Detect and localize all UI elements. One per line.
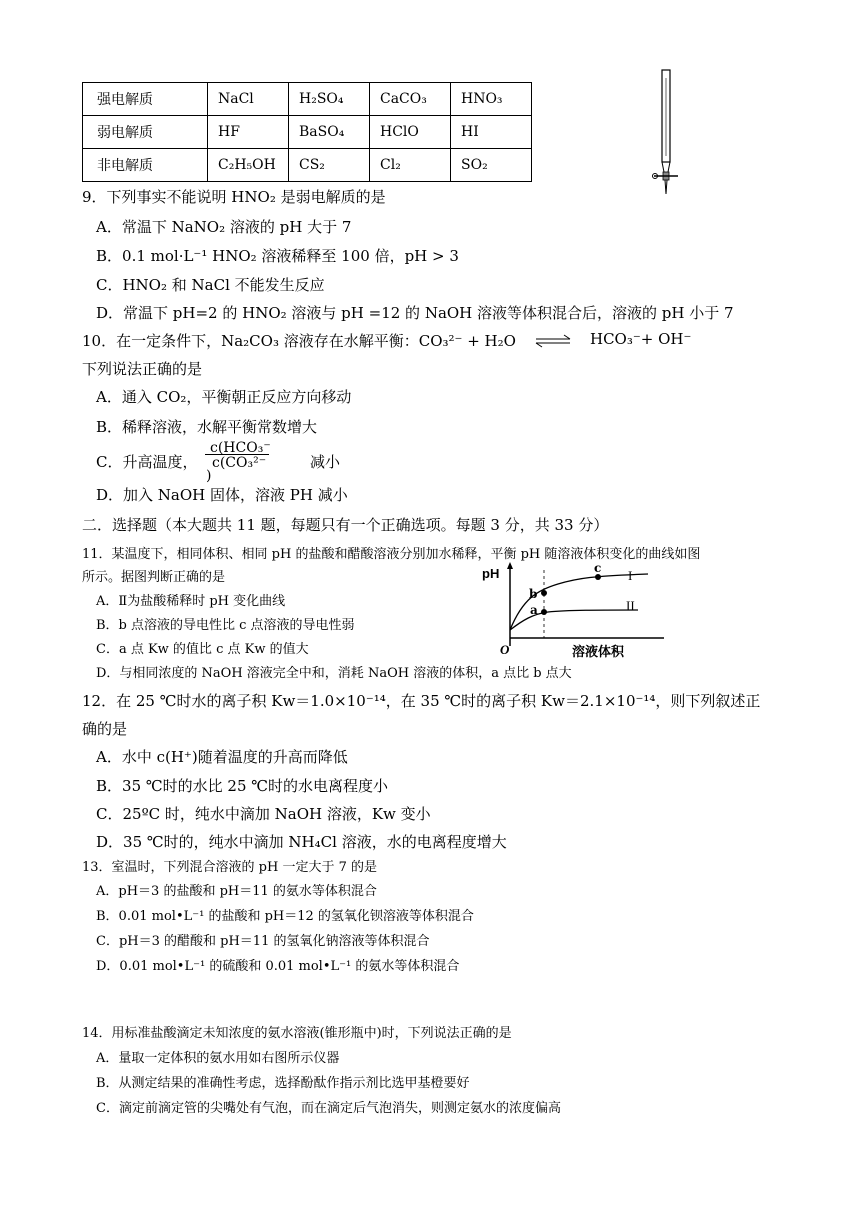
point-b-label: b: [529, 587, 538, 601]
table-row: [83, 83, 532, 116]
q10-option-d: D．加入 NaOH 固体，溶液 PH 减小: [96, 486, 348, 504]
q14-option-a: A．量取一定体积的氨水用如右图所示仪器: [96, 1051, 340, 1066]
q13-option-d: D．0.01 mol•L⁻¹ 的硫酸和 0.01 mol•L⁻¹ 的氨水等体积混合: [96, 959, 460, 974]
q10-stem2: 下列说法正确的是: [82, 360, 203, 378]
row-label: 强电解质: [83, 83, 208, 116]
q9-option-a: A．常温下 NaNO₂ 溶液的 pH 大于 7: [96, 218, 352, 236]
q11-stem-line2: 所示。据图判断正确的是: [82, 570, 226, 585]
q13-option-b: B．0.01 mol•L⁻¹ 的盐酸和 pH＝12 的氢氧化钡溶液等体积混合: [96, 909, 474, 924]
equilibrium-arrow-icon: [534, 334, 574, 348]
q13-option-a: A．pH＝3 的盐酸和 pH＝11 的氨水等体积混合: [96, 884, 377, 899]
fraction-paren: ): [206, 468, 212, 484]
point-c-label: c: [594, 561, 602, 575]
electrolyte-table: [82, 82, 532, 182]
q14-option-b: B．从测定结果的准确性考虑，选择酚酞作指示剂比选甲基橙要好: [96, 1076, 470, 1091]
curve-ii-label: II: [626, 598, 635, 613]
q12-line2: 确的是: [82, 720, 128, 738]
q13-option-c: C．pH＝3 的醋酸和 pH＝11 的氢氧化钠溶液等体积混合: [96, 934, 430, 949]
x-axis-label: 溶液体积: [572, 645, 625, 658]
table-cell: HNO₃: [451, 83, 532, 116]
q11-option-d: D．与相同浓度的 NaOH 溶液完全中和，消耗 NaOH 溶液的体积，a 点比 b 点大: [96, 666, 572, 681]
burette-icon: [648, 68, 684, 198]
table-cell: C₂H₅OH: [208, 149, 289, 182]
table-cell: HI: [451, 116, 532, 149]
q9-stem: 9．下列事实不能说明 HNO₂ 是弱电解质的是: [82, 188, 386, 206]
q12-option-c: C．25ºC 时，纯水中滴加 NaOH 溶液，Kw 变小: [96, 805, 431, 823]
y-axis-arrow-icon: [507, 562, 513, 569]
fraction-numerator: c(HCO₃⁻: [210, 440, 271, 456]
table-cell: SO₂: [451, 149, 532, 182]
q10-option-a: A．通入 CO₂，平衡朝正反应方向移动: [96, 388, 352, 406]
q10-option-c: C．升高温度，: [96, 453, 198, 471]
q11-option-c: C．a 点 Kw 的值比 c 点 Kw 的值大: [96, 642, 309, 657]
q9-option-c: C．HNO₂ 和 NaCl 不能发生反应: [96, 276, 325, 294]
q11-stem-line1: 11．某温度下，相同体积、相同 pH 的盐酸和醋酸溶液分别加水稀释，平衡 pH 随溶液体积变化的曲线如图: [82, 547, 701, 562]
table-cell: Cl₂: [370, 149, 451, 182]
origin-label: O: [500, 642, 510, 657]
table-cell: CS₂: [289, 149, 370, 182]
table-cell: BaSO₄: [289, 116, 370, 149]
q12-option-d: D．35 ℃时的，纯水中滴加 NH₄Cl 溶液，水的电离程度增大: [96, 833, 507, 851]
fraction-denominator: c(CO₃²⁻: [212, 455, 267, 471]
section-heading: 二．选择题（本大题共 11 题，每题只有一个正确选项。每题 3 分，共 33 分）: [82, 516, 609, 534]
table-cell: H₂SO₄: [289, 83, 370, 116]
q9-option-b: B．0.1 mol·L⁻¹ HNO₂ 溶液稀释至 100 倍，pH > 3: [96, 247, 459, 265]
q14-stem: 14．用标准盐酸滴定未知浓度的氨水溶液(锥形瓶中)时，下列说法正确的是: [82, 1026, 512, 1041]
point-b: [541, 590, 547, 596]
table-cell: HClO: [370, 116, 451, 149]
q11-option-a: A．Ⅱ为盐酸稀释时 pH 变化曲线: [96, 594, 286, 609]
q12-line1: 12．在 25 ℃时水的离子积 Kw＝1.0×10⁻¹⁴，在 35 ℃时的离子积 Kw＝2.1×10⁻¹⁴，则下列叙述正: [82, 692, 761, 710]
point-a: [541, 609, 547, 615]
table-cell: HF: [208, 116, 289, 149]
table-row: [83, 116, 532, 149]
q13-stem: 13．室温时，下列混合溶液的 pH 一定大于 7 的是: [82, 860, 378, 875]
table-cell: NaCl: [208, 83, 289, 116]
point-a-label: a: [530, 603, 538, 617]
y-axis-label: pH: [482, 566, 500, 581]
q11-option-b: B．b 点溶液的导电性比 c 点溶液的导电性弱: [96, 618, 355, 633]
q10-stem: 10．在一定条件下，Na₂CO₃ 溶液存在水解平衡：CO₃²⁻ + H₂O: [82, 332, 516, 350]
curve-i-label: I: [628, 568, 633, 583]
q12-option-b: B．35 ℃时的水比 25 ℃时的水电离程度小: [96, 777, 389, 795]
ph-dilution-graph: [478, 558, 678, 658]
q9-option-d: D．常温下 pH=2 的 HNO₂ 溶液与 pH =12 的 NaOH 溶液等体积混合后，溶液的 pH 小于 7: [96, 304, 734, 322]
table-row: [83, 149, 532, 182]
q10-option-c-tail: 减小: [310, 453, 341, 471]
q12-option-a: A．水中 c(H⁺)随着温度的升高而降低: [96, 748, 348, 766]
row-label: 非电解质: [83, 149, 208, 182]
table-cell: CaCO₃: [370, 83, 451, 116]
row-label: 弱电解质: [83, 116, 208, 149]
q10-products: HCO₃⁻+ OH⁻: [590, 330, 692, 348]
q10-option-b: B．稀释溶液，水解平衡常数增大: [96, 418, 318, 436]
q14-option-c: C．滴定前滴定管的尖嘴处有气泡，而在滴定后气泡消失，则测定氨水的浓度偏高: [96, 1101, 561, 1116]
